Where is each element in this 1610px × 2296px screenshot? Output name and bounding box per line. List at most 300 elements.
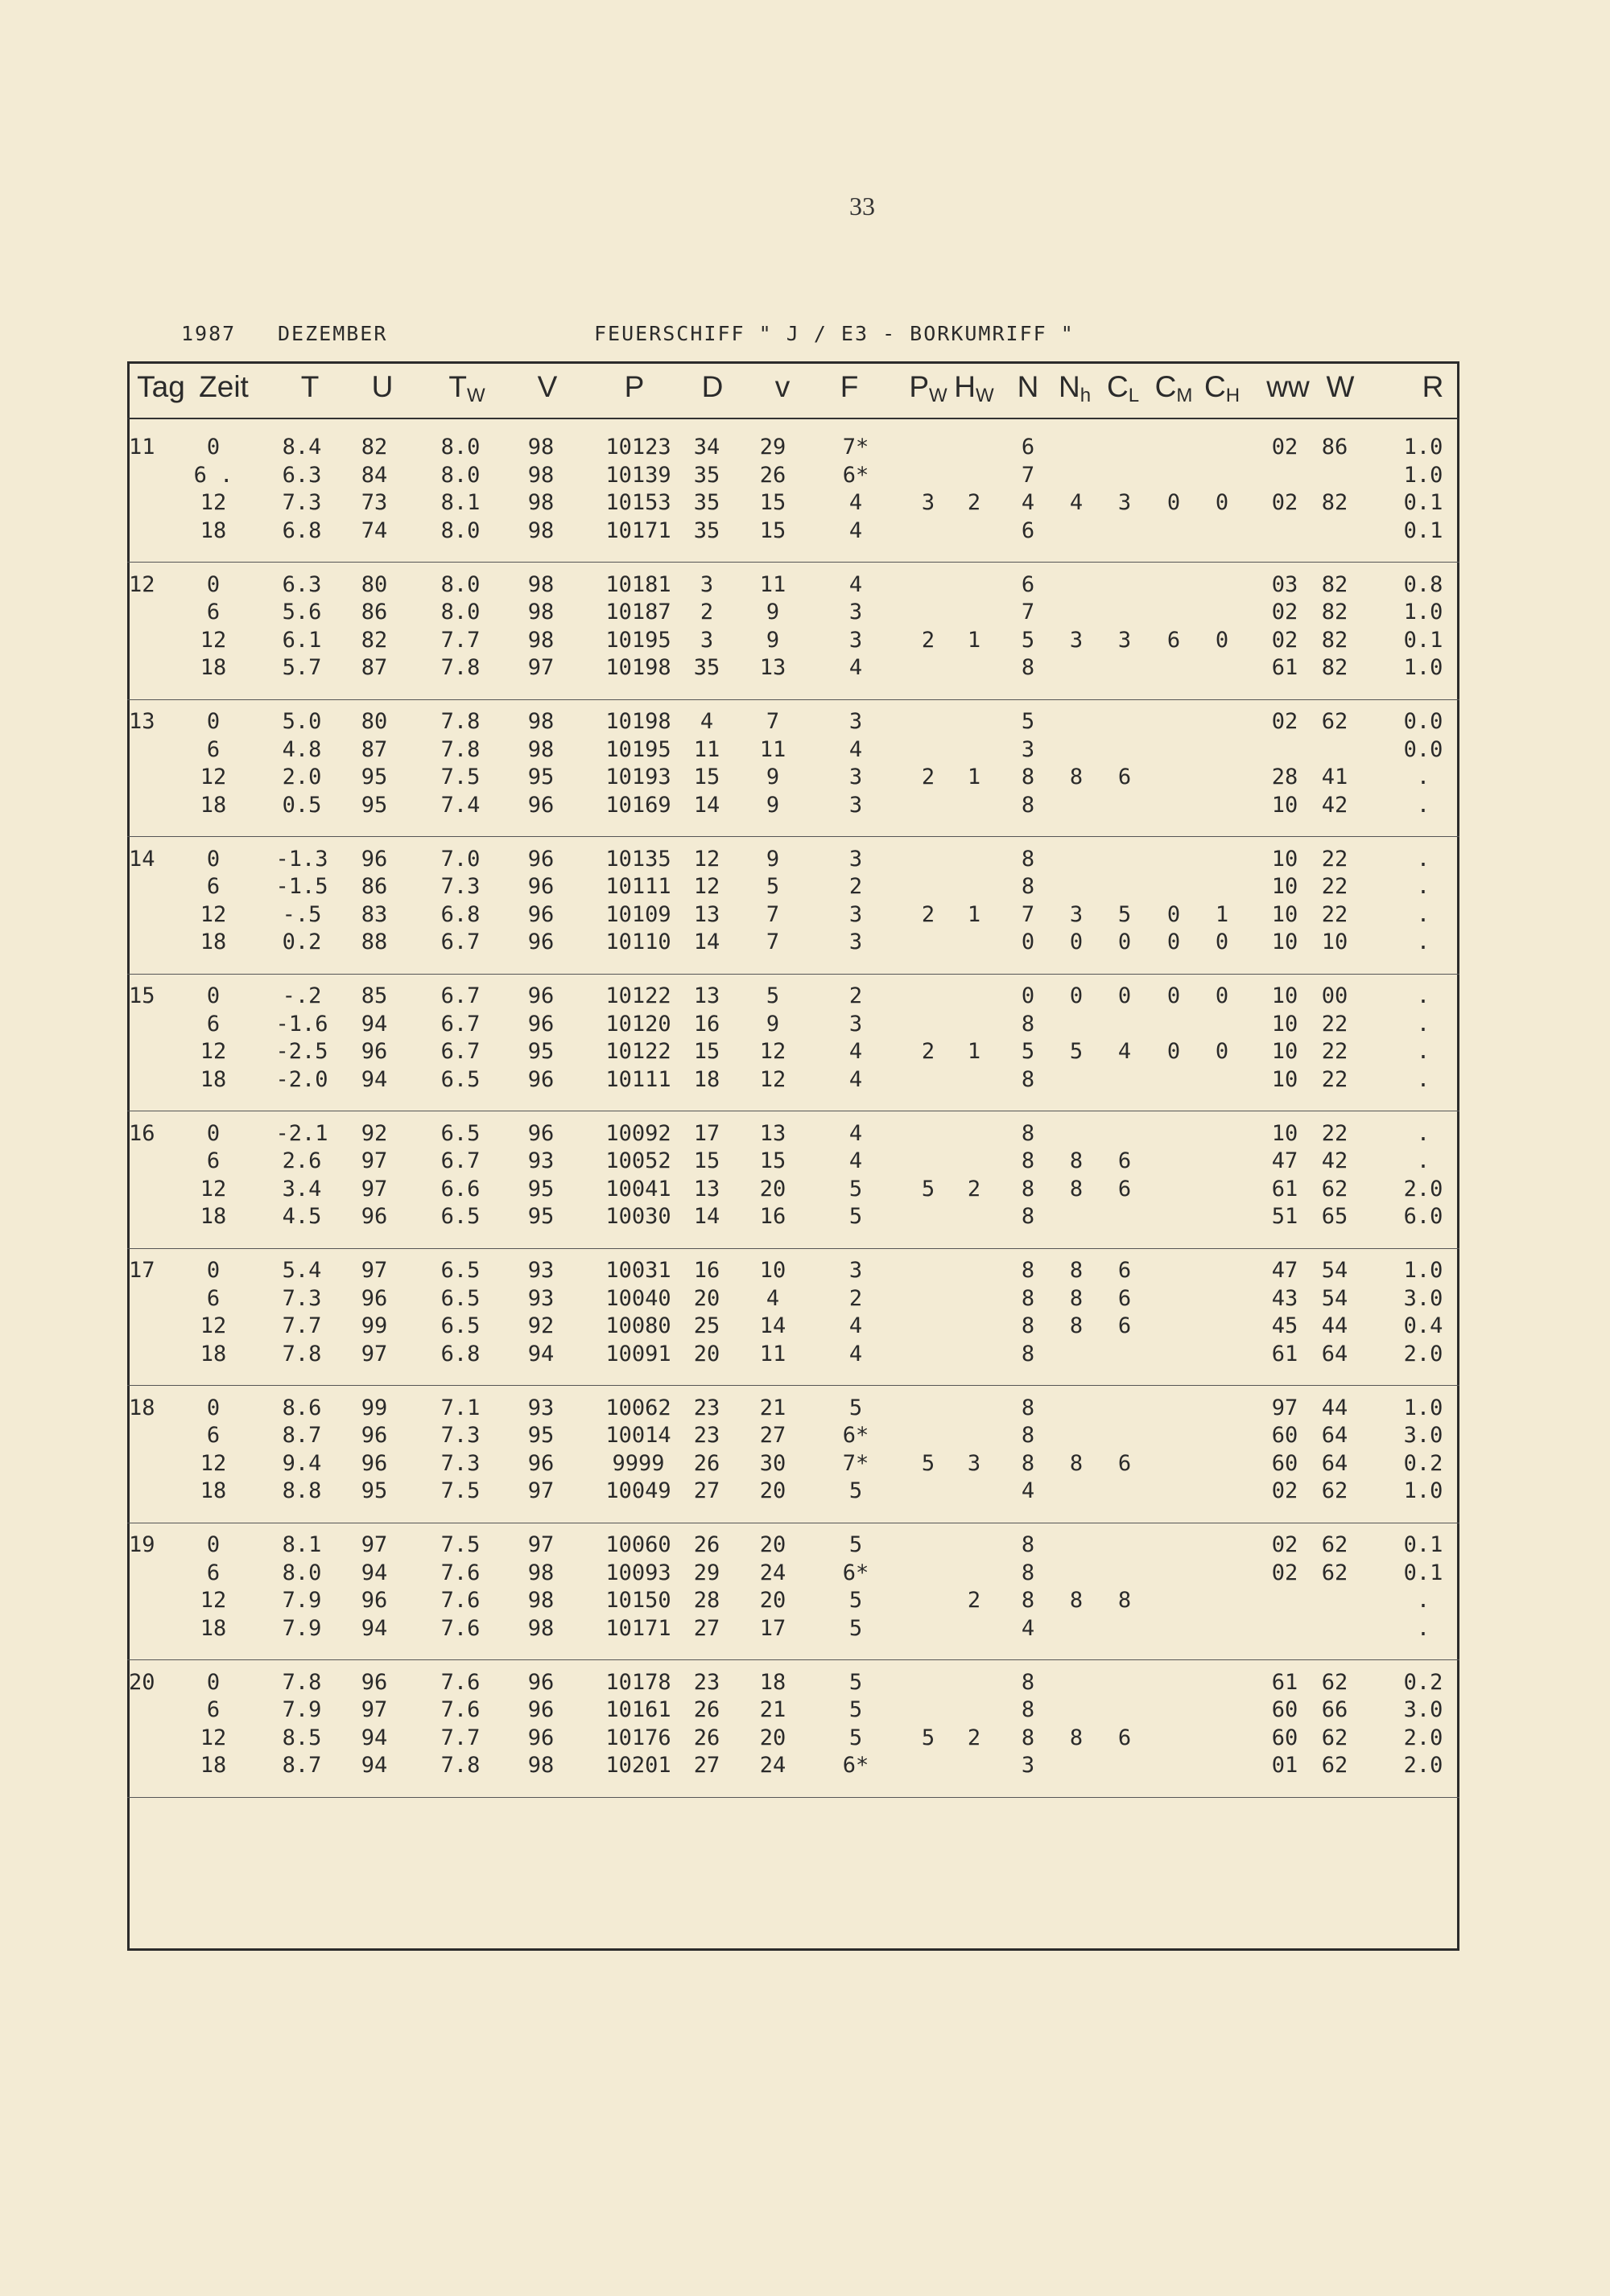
cell-nh: 8 <box>1069 765 1084 789</box>
cell-d: 15 <box>693 765 720 789</box>
cell-d: 35 <box>693 490 720 515</box>
cell-t: 8.7 <box>282 1753 322 1778</box>
cell-r: . <box>1416 1120 1430 1146</box>
cell-zeit: 12 <box>200 1588 227 1613</box>
cell-w: 62 <box>1321 1753 1348 1778</box>
cell-p: 10111 <box>605 874 671 899</box>
cell-t: 5.4 <box>282 1258 322 1283</box>
cell-u: 97 <box>361 1341 388 1366</box>
cell-cm: 0 <box>1166 490 1181 515</box>
cell-wind-speed: 13 <box>759 1120 786 1146</box>
cell-t: -.2 <box>282 983 322 1008</box>
cell-tw: 6.7 <box>440 1011 481 1037</box>
cell-u: 80 <box>361 571 388 597</box>
header-month: DEZEMBER <box>278 322 388 345</box>
cell-zeit: 18 <box>200 792 227 818</box>
cell-ww: 61 <box>1271 1669 1298 1695</box>
column-header-col-ch: $C_H$ <box>1203 370 1241 406</box>
cell-d: 28 <box>693 1588 720 1613</box>
cell-ww: 10 <box>1271 846 1298 872</box>
cell-v: 98 <box>527 571 555 597</box>
cell-tw: 6.8 <box>440 901 481 927</box>
cell-w: 42 <box>1321 1148 1348 1173</box>
cell-d: 12 <box>693 874 720 899</box>
cell-n: 3 <box>1021 1753 1035 1778</box>
cell-p: 10171 <box>605 517 671 543</box>
cell-v: 93 <box>527 1395 555 1420</box>
cell-t: 0.2 <box>282 930 322 954</box>
cell-cl: 6 <box>1117 1285 1132 1311</box>
cell-ww: 02 <box>1271 435 1298 460</box>
cell-ww: 01 <box>1271 1753 1298 1778</box>
cell-w: 10 <box>1321 930 1348 954</box>
cell-r: 1.0 <box>1403 655 1443 680</box>
cell-r: . <box>1416 846 1430 872</box>
cell-u: 94 <box>361 1615 388 1641</box>
cell-tw: 7.1 <box>440 1395 481 1420</box>
cell-p: 10198 <box>605 709 671 734</box>
cell-t: 8.6 <box>282 1395 322 1420</box>
cell-n: 8 <box>1021 1560 1035 1585</box>
cell-hw: 2 <box>967 1725 981 1750</box>
cell-v: 92 <box>527 1313 555 1338</box>
cell-w: 54 <box>1321 1258 1348 1283</box>
cell-t: 3.4 <box>282 1176 322 1202</box>
cell-tw: 6.7 <box>440 1148 481 1173</box>
cell-v: 96 <box>527 930 555 954</box>
cell-zeit: 12 <box>200 627 227 653</box>
cell-wind-speed: 16 <box>759 1204 786 1229</box>
cell-t: 7.9 <box>282 1697 322 1722</box>
cell-zeit: 12 <box>200 1313 227 1338</box>
day-label: 16 <box>129 1120 155 1146</box>
cell-f: 4 <box>848 736 863 762</box>
cell-ww: 47 <box>1271 1148 1298 1173</box>
day-separator <box>127 562 1459 563</box>
cell-wind-speed: 12 <box>759 1039 786 1064</box>
cell-r: 0.8 <box>1403 571 1443 597</box>
cell-u: 94 <box>361 1560 388 1585</box>
cell-v: 98 <box>527 435 555 460</box>
cell-w: 00 <box>1321 983 1348 1008</box>
cell-v: 96 <box>527 1066 555 1092</box>
cell-zeit: 18 <box>200 1753 227 1778</box>
cell-f: 7* <box>842 435 869 460</box>
cell-n: 6 <box>1021 435 1035 460</box>
cell-t: 9.4 <box>282 1450 322 1476</box>
cell-cl: 6 <box>1117 1450 1132 1476</box>
cell-d: 14 <box>693 1204 720 1229</box>
cell-n: 8 <box>1021 1423 1035 1448</box>
cell-t: 4.8 <box>282 736 322 762</box>
cell-zeit: 0 <box>206 709 221 734</box>
cell-f: 6* <box>842 462 869 488</box>
cell-p: 10122 <box>605 983 671 1008</box>
cell-d: 35 <box>693 655 720 680</box>
cell-v: 95 <box>527 1204 555 1229</box>
cell-t: -1.5 <box>275 874 328 899</box>
cell-d: 16 <box>693 1258 720 1283</box>
cell-r: 1.0 <box>1403 1258 1443 1283</box>
cell-n: 8 <box>1021 1725 1035 1750</box>
cell-wind-speed: 30 <box>759 1450 786 1476</box>
cell-p: 10153 <box>605 490 671 515</box>
column-header-col-zeit: Zeit <box>199 370 249 403</box>
cell-p: 10080 <box>605 1313 671 1338</box>
cell-t: -1.6 <box>275 1011 328 1037</box>
cell-nh: 8 <box>1069 1588 1084 1613</box>
cell-p: 10062 <box>605 1395 671 1420</box>
cell-v: 97 <box>527 655 555 680</box>
cell-wind-speed: 13 <box>759 655 786 680</box>
cell-cm: 0 <box>1166 983 1181 1008</box>
cell-n: 8 <box>1021 1395 1035 1420</box>
cell-cl: 3 <box>1117 627 1132 653</box>
cell-zeit: 6 <box>206 1285 221 1311</box>
cell-tw: 6.5 <box>440 1258 481 1283</box>
cell-n: 5 <box>1021 627 1035 653</box>
cell-f: 5 <box>848 1588 863 1613</box>
cell-wind-speed: 7 <box>766 709 780 734</box>
cell-d: 13 <box>693 1176 720 1202</box>
cell-p: 10123 <box>605 435 671 460</box>
cell-zeit: 12 <box>200 490 227 515</box>
cell-nh: 5 <box>1069 1039 1084 1064</box>
cell-ww: 60 <box>1271 1423 1298 1448</box>
cell-f: 3 <box>848 1011 863 1037</box>
cell-u: 96 <box>361 1588 388 1613</box>
cell-u: 97 <box>361 1697 388 1722</box>
cell-cl: 6 <box>1117 1258 1132 1283</box>
day-label: 15 <box>129 983 155 1008</box>
header-ship: FEUERSCHIFF " J / E3 - BORKUMRIFF " <box>594 322 1075 345</box>
column-header-col-p: P <box>624 370 645 403</box>
cell-r: 3.0 <box>1403 1423 1443 1448</box>
cell-v: 98 <box>527 627 555 653</box>
cell-f: 4 <box>848 1066 863 1092</box>
cell-hw: 1 <box>967 765 981 789</box>
cell-d: 3 <box>700 571 714 597</box>
cell-d: 23 <box>693 1423 720 1448</box>
cell-r: . <box>1416 1066 1430 1092</box>
column-header-col-ww: ww <box>1266 370 1310 403</box>
cell-n: 7 <box>1021 901 1035 927</box>
cell-wind-speed: 20 <box>759 1725 786 1750</box>
day-label: 13 <box>129 709 155 734</box>
cell-t: 6.3 <box>282 462 322 488</box>
cell-p: 10120 <box>605 1011 671 1037</box>
cell-zeit: 0 <box>206 846 221 872</box>
cell-ww: 45 <box>1271 1313 1298 1338</box>
cell-tw: 6.8 <box>440 1341 481 1366</box>
cell-cm: 0 <box>1166 1039 1181 1064</box>
cell-ww: 43 <box>1271 1285 1298 1311</box>
cell-u: 94 <box>361 1066 388 1092</box>
cell-d: 17 <box>693 1120 720 1146</box>
cell-wind-speed: 15 <box>759 490 786 515</box>
cell-tw: 6.7 <box>440 930 481 954</box>
cell-n: 8 <box>1021 1258 1035 1283</box>
column-header-col-n: N <box>1017 370 1039 403</box>
cell-f: 4 <box>848 655 863 680</box>
cell-u: 84 <box>361 462 388 488</box>
cell-ww: 61 <box>1271 655 1298 680</box>
cell-zeit: 6 <box>206 1697 221 1722</box>
cell-u: 96 <box>361 1039 388 1064</box>
cell-d: 11 <box>693 736 720 762</box>
cell-wind-speed: 26 <box>759 462 786 488</box>
cell-zeit: 18 <box>200 1066 227 1092</box>
cell-r: 1.0 <box>1403 600 1443 624</box>
cell-w: 42 <box>1321 792 1348 818</box>
cell-r: 0.2 <box>1403 1669 1443 1695</box>
cell-ww: 02 <box>1271 627 1298 653</box>
cell-p: 10150 <box>605 1588 671 1613</box>
cell-v: 93 <box>527 1258 555 1283</box>
cell-d: 13 <box>693 901 720 927</box>
cell-w: 62 <box>1321 1478 1348 1503</box>
cell-w: 22 <box>1321 1066 1348 1092</box>
cell-nh: 4 <box>1069 490 1084 515</box>
cell-nh: 8 <box>1069 1313 1084 1338</box>
cell-u: 97 <box>361 1176 388 1202</box>
cell-tw: 7.5 <box>440 1478 481 1503</box>
cell-u: 95 <box>361 1478 388 1503</box>
cell-f: 2 <box>848 983 863 1008</box>
cell-pw: 5 <box>921 1176 935 1202</box>
cell-zeit: 6 <box>206 1423 221 1448</box>
cell-n: 8 <box>1021 792 1035 818</box>
cell-f: 5 <box>848 1725 863 1750</box>
cell-wind-speed: 24 <box>759 1753 786 1778</box>
cell-r: 6.0 <box>1403 1204 1443 1229</box>
cell-zeit: 6 <box>206 1011 221 1037</box>
cell-ww: 10 <box>1271 874 1298 899</box>
cell-tw: 7.0 <box>440 846 481 872</box>
cell-v: 96 <box>527 1725 555 1750</box>
cell-n: 8 <box>1021 1285 1035 1311</box>
cell-zeit: 6 <box>206 874 221 899</box>
cell-ww: 02 <box>1271 1478 1298 1503</box>
cell-r: . <box>1416 983 1430 1008</box>
cell-n: 4 <box>1021 1615 1035 1641</box>
cell-wind-speed: 15 <box>759 1148 786 1173</box>
cell-u: 94 <box>361 1011 388 1037</box>
cell-wind-speed: 17 <box>759 1615 786 1641</box>
cell-d: 26 <box>693 1725 720 1750</box>
cell-v: 98 <box>527 490 555 515</box>
cell-v: 96 <box>527 1120 555 1146</box>
cell-d: 14 <box>693 792 720 818</box>
cell-f: 5 <box>848 1478 863 1503</box>
cell-zeit: 18 <box>200 1615 227 1641</box>
cell-zeit: 0 <box>206 1258 221 1283</box>
cell-wind-speed: 20 <box>759 1588 786 1613</box>
cell-d: 12 <box>693 846 720 872</box>
cell-ww: 10 <box>1271 792 1298 818</box>
cell-cl: 5 <box>1117 901 1132 927</box>
cell-t: 7.3 <box>282 490 322 515</box>
cell-ww: 61 <box>1271 1341 1298 1366</box>
cell-pw: 3 <box>921 490 935 515</box>
cell-t: 8.0 <box>282 1560 322 1585</box>
cell-d: 18 <box>693 1066 720 1092</box>
cell-p: 10161 <box>605 1697 671 1722</box>
cell-f: 2 <box>848 874 863 899</box>
cell-t: 8.5 <box>282 1725 322 1750</box>
cell-ww: 28 <box>1271 765 1298 789</box>
cell-tw: 7.3 <box>440 874 481 899</box>
column-header-col-d: D <box>701 370 724 403</box>
cell-f: 4 <box>848 1341 863 1366</box>
cell-u: 95 <box>361 765 388 789</box>
cell-cl: 0 <box>1117 983 1132 1008</box>
cell-n: 8 <box>1021 1588 1035 1613</box>
cell-t: 4.5 <box>282 1204 322 1229</box>
cell-r: 0.1 <box>1403 517 1443 543</box>
cell-nh: 8 <box>1069 1176 1084 1202</box>
cell-wind-speed: 11 <box>759 571 786 597</box>
cell-wind-speed: 9 <box>766 627 780 653</box>
cell-zeit: 0 <box>206 571 221 597</box>
cell-n: 3 <box>1021 736 1035 762</box>
cell-cl: 6 <box>1117 765 1132 789</box>
cell-zeit: 18 <box>200 1204 227 1229</box>
cell-wind-speed: 11 <box>759 1341 786 1366</box>
cell-ww: 47 <box>1271 1258 1298 1283</box>
column-header-col-t: T <box>300 370 320 403</box>
column-header-col-cm: $C_M$ <box>1154 370 1193 406</box>
column-header-col-w: W <box>1326 370 1355 403</box>
cell-cl: 6 <box>1117 1725 1132 1750</box>
cell-zeit: 6 <box>206 600 221 624</box>
page-number: 33 <box>849 192 875 221</box>
cell-nh: 3 <box>1069 901 1084 927</box>
cell-ww: 02 <box>1271 1532 1298 1557</box>
cell-ww: 10 <box>1271 901 1298 927</box>
cell-tw: 8.0 <box>440 600 481 624</box>
cell-zeit: 6 . <box>193 462 233 488</box>
cell-v: 98 <box>527 709 555 734</box>
cell-w: 66 <box>1321 1697 1348 1722</box>
cell-ch: 0 <box>1215 490 1229 515</box>
cell-ww: 60 <box>1271 1697 1298 1722</box>
cell-p: 10169 <box>605 792 671 818</box>
cell-wind-speed: 10 <box>759 1258 786 1283</box>
cell-n: 8 <box>1021 846 1035 872</box>
cell-cl: 0 <box>1117 930 1132 954</box>
cell-v: 96 <box>527 846 555 872</box>
cell-t: 5.6 <box>282 600 322 624</box>
cell-wind-speed: 7 <box>766 901 780 927</box>
cell-r: 2.0 <box>1403 1753 1443 1778</box>
cell-v: 95 <box>527 765 555 789</box>
cell-p: 10049 <box>605 1478 671 1503</box>
cell-p: 10198 <box>605 655 671 680</box>
cell-nh: 8 <box>1069 1450 1084 1476</box>
cell-p: 10111 <box>605 1066 671 1092</box>
table-frame <box>127 361 1459 1951</box>
cell-cm: 0 <box>1166 930 1181 954</box>
cell-wind-speed: 20 <box>759 1532 786 1557</box>
cell-w: 22 <box>1321 901 1348 927</box>
day-separator <box>127 1248 1459 1249</box>
cell-r: . <box>1416 1615 1430 1641</box>
cell-u: 88 <box>361 930 388 954</box>
column-header-col-wind-v: v <box>774 370 791 403</box>
cell-nh: 8 <box>1069 1258 1084 1283</box>
cell-v: 98 <box>527 1753 555 1778</box>
cell-u: 86 <box>361 600 388 624</box>
cell-d: 25 <box>693 1313 720 1338</box>
cell-zeit: 0 <box>206 1395 221 1420</box>
cell-n: 8 <box>1021 1066 1035 1092</box>
cell-n: 8 <box>1021 1532 1035 1557</box>
cell-p: 10014 <box>605 1423 671 1448</box>
cell-f: 5 <box>848 1697 863 1722</box>
cell-f: 5 <box>848 1615 863 1641</box>
cell-p: 10195 <box>605 627 671 653</box>
cell-t: 7.9 <box>282 1615 322 1641</box>
cell-f: 6* <box>842 1753 869 1778</box>
cell-f: 4 <box>848 1313 863 1338</box>
cell-n: 7 <box>1021 462 1035 488</box>
cell-r: 1.0 <box>1403 1478 1443 1503</box>
cell-w: 64 <box>1321 1450 1348 1476</box>
cell-u: 99 <box>361 1395 388 1420</box>
cell-tw: 6.6 <box>440 1176 481 1202</box>
cell-w: 62 <box>1321 709 1348 734</box>
column-header-col-f: F <box>840 370 859 403</box>
cell-t: 8.4 <box>282 435 322 460</box>
cell-d: 13 <box>693 983 720 1008</box>
cell-v: 98 <box>527 600 555 624</box>
cell-tw: 7.6 <box>440 1588 481 1613</box>
cell-hw: 2 <box>967 1588 981 1613</box>
cell-p: 10195 <box>605 736 671 762</box>
cell-pw: 5 <box>921 1450 935 1476</box>
cell-n: 8 <box>1021 1120 1035 1146</box>
cell-tw: 7.5 <box>440 1532 481 1557</box>
cell-w: 82 <box>1321 600 1348 624</box>
cell-n: 6 <box>1021 517 1035 543</box>
cell-r: . <box>1416 901 1430 927</box>
cell-v: 98 <box>527 736 555 762</box>
cell-p: 10031 <box>605 1258 671 1283</box>
cell-zeit: 0 <box>206 435 221 460</box>
cell-wind-speed: 27 <box>759 1423 786 1448</box>
cell-t: 8.7 <box>282 1423 322 1448</box>
cell-r: 1.0 <box>1403 435 1443 460</box>
cell-u: 96 <box>361 1204 388 1229</box>
cell-tw: 6.7 <box>440 983 481 1008</box>
cell-n: 0 <box>1021 983 1035 1008</box>
cell-pw: 2 <box>921 1039 935 1064</box>
cell-tw: 7.3 <box>440 1423 481 1448</box>
cell-wind-speed: 20 <box>759 1478 786 1503</box>
cell-u: 94 <box>361 1725 388 1750</box>
cell-t: -2.1 <box>275 1120 328 1146</box>
cell-tw: 7.7 <box>440 1725 481 1750</box>
cell-w: 82 <box>1321 627 1348 653</box>
cell-n: 8 <box>1021 1697 1035 1722</box>
cell-nh: 8 <box>1069 1148 1084 1173</box>
cell-u: 97 <box>361 1532 388 1557</box>
cell-r: 0.1 <box>1403 627 1443 653</box>
cell-cl: 6 <box>1117 1313 1132 1338</box>
cell-v: 96 <box>527 1697 555 1722</box>
cell-u: 80 <box>361 709 388 734</box>
